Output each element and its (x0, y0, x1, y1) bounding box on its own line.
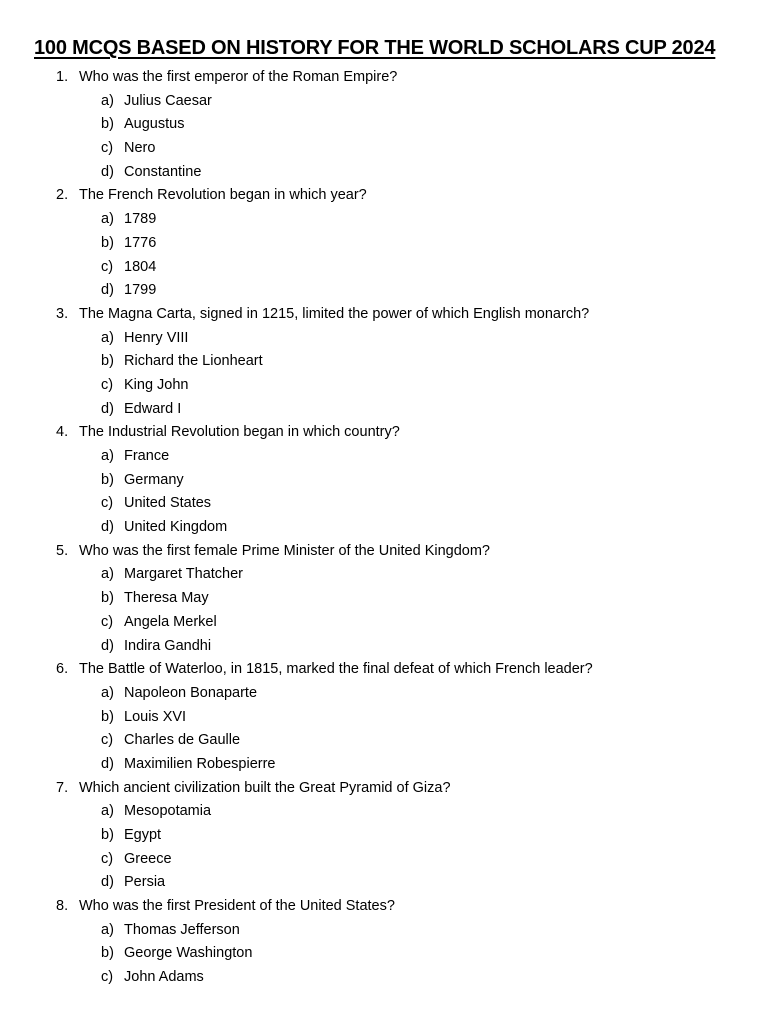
option-letter: a) (101, 803, 114, 820)
question-line (0, 184, 768, 208)
question-number: 6. (56, 661, 69, 678)
option-item (0, 966, 768, 990)
option-item (0, 682, 768, 706)
option-item (0, 469, 768, 493)
option-text: Charles de Gaulle (124, 732, 241, 749)
option-item (0, 800, 768, 824)
option-text: King John (124, 376, 189, 393)
option-text: United Kingdom (124, 519, 228, 536)
option-item (0, 90, 768, 114)
option-text: Egypt (124, 827, 162, 843)
option-letter: d) (101, 874, 114, 891)
question-item (0, 658, 768, 776)
question-item (0, 421, 768, 539)
option-item (0, 729, 768, 753)
option-text: Greece (124, 850, 172, 867)
question-item (0, 184, 768, 302)
option-letter: a) (101, 211, 114, 228)
option-item (0, 374, 768, 398)
option-letter: b) (101, 590, 114, 607)
option-item (0, 611, 768, 635)
question-number: 1. (56, 69, 69, 85)
option-text: Nero (124, 140, 156, 157)
option-item (0, 587, 768, 611)
question-number: 4. (56, 424, 69, 441)
option-text: Constantine (124, 163, 202, 180)
question-item (0, 895, 768, 990)
question-list (0, 66, 768, 990)
question-line (0, 658, 768, 682)
question-text: The Industrial Revolution began in which country? (79, 424, 400, 441)
option-text: Richard the Lionheart (124, 353, 263, 370)
option-item (0, 919, 768, 943)
option-item (0, 492, 768, 516)
option-item (0, 350, 768, 374)
question-line (0, 895, 768, 919)
option-letter: d) (101, 282, 114, 299)
option-text: 1804 (124, 258, 157, 275)
option-item (0, 942, 768, 966)
option-list (0, 563, 768, 658)
option-item (0, 208, 768, 232)
option-item (0, 706, 768, 730)
option-letter: b) (101, 234, 114, 251)
option-letter: d) (101, 163, 114, 180)
option-text: 1799 (124, 282, 157, 299)
option-item (0, 635, 768, 659)
question-number: 7. (56, 779, 69, 796)
question-number: 2. (56, 187, 69, 204)
option-letter: c) (101, 495, 114, 512)
question-text: Who was the first female Prime Minister of the United Kingdom? (79, 542, 490, 559)
option-text: Indira Gandhi (124, 637, 212, 654)
option-text: John Adams (124, 969, 204, 986)
option-item (0, 232, 768, 256)
option-item (0, 327, 768, 351)
option-letter: b) (101, 708, 114, 725)
question-line (0, 66, 768, 90)
option-item (0, 137, 768, 161)
option-item (0, 563, 768, 587)
question-line (0, 777, 768, 801)
document-title: 100 MCQS BASED ON HISTORY FOR THE WORLD SCHOLARS CUP 2024 (34, 37, 716, 59)
option-letter: b) (101, 827, 114, 843)
option-text: Julius Caesar (124, 92, 212, 109)
option-text: Angela Merkel (124, 613, 217, 630)
option-letter: c) (101, 376, 114, 393)
option-text: France (124, 448, 170, 464)
option-letter: c) (101, 850, 114, 867)
option-text: 1789 (124, 211, 157, 228)
question-item (0, 303, 768, 421)
question-number: 5. (56, 542, 69, 559)
question-line (0, 540, 768, 564)
option-letter: d) (101, 755, 114, 772)
option-list (0, 208, 768, 303)
option-item (0, 256, 768, 280)
question-text: Which ancient civilization built the Great Pyramid of Giza? (79, 779, 451, 796)
option-letter: c) (101, 969, 114, 986)
question-text: The Battle of Waterloo, in 1815, marked the final defeat of which French leader? (79, 661, 593, 678)
option-letter: d) (101, 519, 114, 536)
option-text: Edward I (124, 400, 182, 417)
question-text: The French Revolution began in which year? (79, 187, 367, 204)
option-text: Germany (124, 471, 184, 488)
question-text: Who was the first President of the United States? (79, 898, 395, 915)
question-item (0, 777, 768, 895)
option-list (0, 800, 768, 895)
option-item (0, 445, 768, 469)
option-text: George Washington (124, 945, 253, 962)
option-letter: b) (101, 471, 114, 488)
option-letter: a) (101, 684, 114, 701)
option-text: Mesopotamia (124, 803, 212, 820)
option-text: Maximilien Robespierre (124, 755, 276, 772)
option-list (0, 919, 768, 990)
option-text: Napoleon Bonaparte (124, 684, 258, 701)
question-number: 8. (56, 898, 69, 915)
option-text: Augustus (124, 116, 185, 133)
question-number: 3. (56, 305, 69, 322)
question-item (0, 66, 768, 184)
option-letter: c) (101, 613, 114, 630)
option-letter: d) (101, 400, 114, 417)
question-item (0, 540, 768, 658)
option-item (0, 279, 768, 303)
option-item (0, 398, 768, 422)
option-item (0, 871, 768, 895)
option-letter: b) (101, 945, 114, 962)
option-item (0, 753, 768, 777)
option-letter: d) (101, 637, 114, 654)
option-text: Thomas Jefferson (124, 921, 240, 938)
option-list (0, 90, 768, 185)
option-letter: a) (101, 566, 114, 583)
option-letter: c) (101, 140, 114, 157)
option-item (0, 516, 768, 540)
option-text: United States (124, 495, 212, 512)
option-item (0, 161, 768, 185)
option-item (0, 113, 768, 137)
question-text: Who was the first emperor of the Roman Empire? (79, 69, 398, 85)
option-letter: a) (101, 92, 114, 109)
option-letter: b) (101, 116, 114, 133)
option-item (0, 824, 768, 848)
option-letter: a) (101, 921, 114, 938)
option-item (0, 848, 768, 872)
option-text: 1776 (124, 234, 157, 251)
option-list (0, 327, 768, 422)
option-text: Persia (124, 874, 166, 891)
option-text: Henry VIII (124, 329, 189, 346)
question-line (0, 303, 768, 327)
option-text: Margaret Thatcher (124, 566, 244, 583)
question-line (0, 421, 768, 445)
option-letter: c) (101, 258, 114, 275)
option-letter: c) (101, 732, 114, 749)
option-text: Theresa May (124, 590, 209, 607)
option-letter: a) (101, 329, 114, 346)
option-letter: b) (101, 353, 114, 370)
option-letter: a) (101, 448, 114, 464)
option-list (0, 682, 768, 777)
option-list (0, 445, 768, 540)
option-text: Louis XVI (124, 708, 187, 725)
question-text: The Magna Carta, signed in 1215, limited the power of which English monarch? (79, 305, 590, 322)
